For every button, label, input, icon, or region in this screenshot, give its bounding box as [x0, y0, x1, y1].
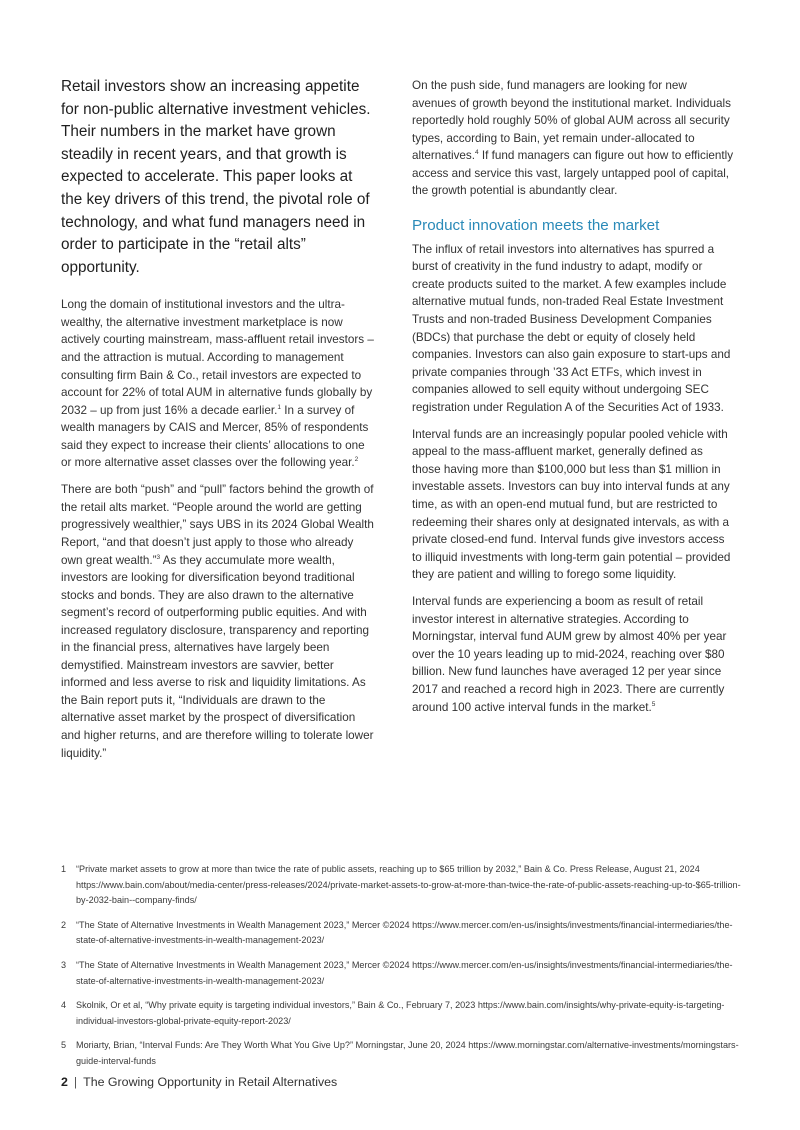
footnote-ref[interactable]: 1 [277, 403, 281, 411]
footnote-number: 1 [61, 864, 67, 874]
footnote-text: “Private market assets to grow at more than twice the rate of public assets, reaching up to $65 trillion by 2032,” Bain & Co. Press Release, August 21, 2024 https://www.bain.com/about/media-center/press-releases/2024/private-market-assets-to-grow-at-more-than-twice-the-rate-of-public-assets-reaching-up-to-$65-trillion-by-2032-bain--company-finds/ [76, 864, 741, 906]
body-paragraph: Interval funds are an increasingly popular pooled vehicle with appeal to the mass-affluent market, generally defined as those having more than $100,000 but less than $1 million in investable assets. Investors can buy into interval funds at any time, as with an open-end mutual fund, but are restricted to redeeming their shares only at designated intervals, as with a private closed-end fund. Interval funds give investors access to illiquid investments with long-term gain potential – provided they are patient and willing to forego some liquidity. [412, 427, 731, 582]
body-paragraph: The influx of retail investors into alternatives has spurred a burst of creativity in the fund industry to adapt, modify or create products suited to the market. A few examples include alternative mutual funds, non-traded Real Estate Investment Trusts and non-traded Business Development Companies (BDCs) that purchase the debt or equity of closely held companies. Investors can also gain exposure to start-ups and private companies through ’33 Act ETFs, which invest in companies allowed to sell equity without undergoing SEC registration under Regulation A of the Securities Act of 1933. [412, 242, 731, 414]
page-footer [61, 1075, 337, 1089]
lead-paragraph: Retail investors show an increasing appetite for non-public alternative investment vehicles. Their numbers in the market have grown steadily in recent years, and that growth is expected to accelerate. This paper looks at the key drivers of this trend, the pivotal role of technology, and what fund managers need in order to participate in the “retail alts” opportunity. [61, 78, 371, 276]
footnote [61, 862, 741, 909]
footnote-text: Moriarty, Brian, “Interval Funds: Are They Worth What You Give Up?” Morningstar, June 20, 2024 https://www.morningstar.com/alternative-investments/morningstars-guide-interval-funds [76, 1040, 739, 1066]
footnote-ref[interactable]: 2 [354, 456, 359, 464]
footnote [61, 958, 741, 989]
footnote-ref[interactable]: 4 [475, 149, 479, 157]
text-run: As they accumulate more wealth, investors are looking for diversification beyond traditional stocks and bonds. They are also drawn to the alternative segment’s record of outperforming public equities. And with increased regulatory disclosure, transparency and reporting in the financial press, alternatives have largely been demystified. Mainstream investors are savvier, better informed and less averse to risk and liquidity limitations. As the Bain report puts it, “Individuals are drawn to the alternative asset market by the prospect of diversification and higher returns, and are therefore willing to tolerate lower liquidity.” [61, 553, 374, 760]
text-run: Interval funds are experiencing a boom as result of retail investor interest in alternative strategies. According to Morningstar, interval fund AUM grew by almost 40% per year over the 10 years leading up to mid-2024, reaching over $80 billion. New fund launches have averaged 12 per year since 2017 and reached a record high in 2023. There are currently around 100 active interval funds in the market. [412, 595, 727, 714]
page-number: 2 [61, 1075, 68, 1089]
footnote-number: 3 [61, 959, 67, 970]
footnote-number: 5 [61, 1040, 67, 1051]
document-title: The Growing Opportunity in Retail Alternatives [83, 1075, 338, 1089]
left-column [61, 76, 377, 772]
footnote-text: “The State of Alternative Investments in Wealth Management 2023,” Mercer ©2024 https://www.mercer.com/en-us/insights/investments/financial-intermediaries/the-state-of-alternative-investments-in-wealth-management-2023/ [76, 959, 733, 986]
section-heading: Product innovation meets the market [412, 216, 660, 234]
text-run: If fund managers can figure out how to efficiently access and service this vast, largely untapped pool of capital, the growth potential is abundantly clear. [412, 149, 734, 198]
body-paragraph [412, 593, 734, 716]
footnote [61, 998, 741, 1029]
footnotes [61, 862, 741, 1079]
body-paragraph [61, 481, 377, 762]
footnote-text: “The State of Alternative Investments in Wealth Management 2023,” Mercer ©2024 https://www.mercer.com/en-us/insights/investments/financial-intermediaries/the-state-of-alternative-investments-in-wealth-management-2023/ [76, 919, 733, 946]
text-run: On the push side, fund managers are looking for new avenues of growth beyond the institutional market. Individuals reportedly hold roughly 50% of global AUM across all security types, according to Bain, yet remain under-allocated to alternatives. [412, 79, 731, 163]
footnote-ref[interactable]: 3 [156, 553, 161, 561]
text-run: There are both “push” and “pull” factors behind the growth of the retail alts market. “People around the world are getting progressively wealthier,” says UBS in its 2024 Global Wealth Report, “and that doesn’t just apply to those who already own great wealth.” [61, 483, 374, 567]
footnote-ref[interactable]: 5 [651, 700, 656, 708]
body-paragraph [412, 77, 734, 200]
text-run: Long the domain of institutional investors and the ultra-wealthy, the alternative investment marketplace is now actively courting mainstream, mass-affluent retail investors – and the attraction is mutual. According to management consulting firm Bain & Co., retail investors are expected to account for 22% of total AUM in alternative funds globally by 2032 – up from just 16% a decade earlier. [61, 298, 374, 417]
footnote-number: 2 [61, 919, 67, 930]
footer-separator: | [73, 1075, 78, 1089]
footnote [61, 1038, 741, 1069]
footnote [61, 918, 741, 949]
footnote-text: Skolnik, Or et al, “Why private equity is targeting individual investors,” Bain & Co., February 7, 2023 https://www.bain.com/insights/why-private-equity-is-targeting-individual-investors-global-private-equity-report-2023/ [76, 1000, 725, 1026]
body-paragraph [61, 296, 377, 471]
right-column [412, 77, 734, 726]
text-run: In a survey of wealth managers by CAIS and Mercer, 85% of respondents said they expect to increase their clients’ allocations to one or more alternative asset classes over the following year. [61, 403, 369, 470]
footnote-number: 4 [61, 1000, 67, 1011]
